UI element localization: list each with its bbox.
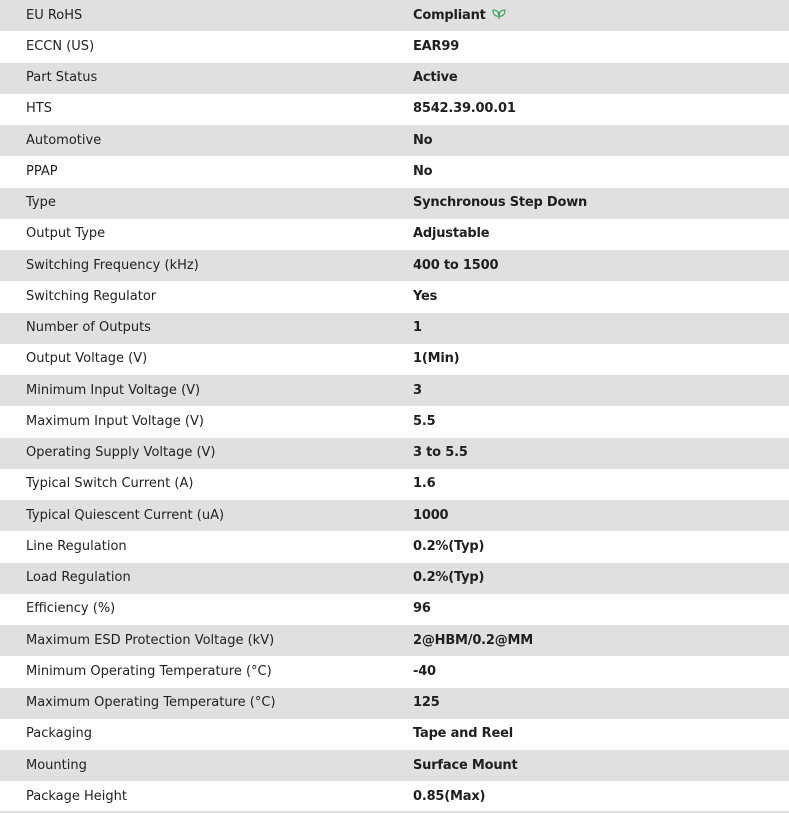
spec-value: 2@HBM/0.2@MM <box>413 632 534 648</box>
spec-value: No <box>413 163 433 179</box>
spec-row-part-status <box>0 63 789 94</box>
spec-label: Maximum Input Voltage (V) <box>26 413 204 429</box>
spec-row-min-operating-temp <box>0 656 789 687</box>
spec-row-load-regulation <box>0 563 789 594</box>
spec-row-output-voltage <box>0 344 789 375</box>
spec-label: Switching Regulator <box>26 288 157 304</box>
spec-label: Typical Switch Current (A) <box>26 476 194 492</box>
spec-label: Mounting <box>26 757 87 773</box>
spec-value: Active <box>413 70 458 86</box>
spec-value: Surface Mount <box>413 757 518 773</box>
spec-value: 1 <box>413 320 422 336</box>
spec-row-quiescent-current <box>0 500 789 531</box>
spec-row-automotive <box>0 125 789 156</box>
spec-row-switch-current <box>0 469 789 500</box>
spec-value: 96 <box>413 601 431 617</box>
spec-row-eccn <box>0 31 789 62</box>
spec-label: Output Voltage (V) <box>26 351 148 367</box>
spec-label: EU RoHS <box>26 7 83 23</box>
spec-label: Minimum Operating Temperature (°C) <box>26 663 272 679</box>
spec-row-type <box>0 188 789 219</box>
spec-value: 125 <box>413 695 440 711</box>
spec-row-max-input-voltage <box>0 406 789 437</box>
spec-label: Maximum ESD Protection Voltage (kV) <box>26 632 275 648</box>
spec-value: 0.2%(Typ) <box>413 570 485 586</box>
spec-value: -40 <box>413 663 436 679</box>
spec-value: 3 to 5.5 <box>413 445 468 461</box>
spec-label: HTS <box>26 101 52 117</box>
spec-row-number-of-outputs <box>0 313 789 344</box>
spec-label: Typical Quiescent Current (uA) <box>26 507 225 523</box>
spec-label: Minimum Input Voltage (V) <box>26 382 201 398</box>
spec-row-output-type <box>0 219 789 250</box>
spec-value: 0.85(Max) <box>413 788 486 804</box>
spec-label: Output Type <box>26 226 106 242</box>
spec-value-text: Compliant <box>413 7 486 23</box>
spec-label: Line Regulation <box>26 538 127 554</box>
spec-row-operating-supply-voltage <box>0 438 789 469</box>
leaf-icon <box>492 8 506 20</box>
spec-row-efficiency <box>0 594 789 625</box>
spec-value: 1.6 <box>413 476 436 492</box>
spec-row-max-operating-temp <box>0 688 789 719</box>
spec-row-switching-frequency <box>0 250 789 281</box>
spec-row-packaging <box>0 719 789 750</box>
spec-row-package-height <box>0 781 789 812</box>
spec-value <box>387 0 789 31</box>
spec-value: 8542.39.00.01 <box>413 101 516 117</box>
spec-value: Adjustable <box>413 226 490 242</box>
spec-value: Synchronous Step Down <box>413 195 588 211</box>
spec-row-hts <box>0 94 789 125</box>
spec-label: ECCN (US) <box>26 38 95 54</box>
spec-label: Part Status <box>26 70 98 86</box>
spec-label: Operating Supply Voltage (V) <box>26 445 216 461</box>
spec-label: Packaging <box>26 726 92 742</box>
spec-label: Number of Outputs <box>26 320 151 336</box>
spec-value: EAR99 <box>413 38 460 54</box>
spec-row-line-regulation <box>0 531 789 562</box>
spec-row-esd-protection <box>0 625 789 656</box>
spec-value: Yes <box>413 288 438 304</box>
spec-label: Maximum Operating Temperature (°C) <box>26 695 276 711</box>
spec-value: 0.2%(Typ) <box>413 538 485 554</box>
spec-label: Package Height <box>26 788 127 804</box>
spec-value: 400 to 1500 <box>413 257 499 273</box>
spec-label: PPAP <box>26 163 58 179</box>
spec-label: Efficiency (%) <box>26 601 116 617</box>
spec-value: Tape and Reel <box>413 726 513 742</box>
spec-label: Switching Frequency (kHz) <box>26 257 199 273</box>
spec-row-switching-regulator <box>0 281 789 312</box>
spec-value: 1000 <box>413 507 449 523</box>
spec-value: 5.5 <box>413 413 436 429</box>
spec-label: Type <box>26 195 56 211</box>
spec-value: No <box>413 132 433 148</box>
spec-value: 3 <box>413 382 422 398</box>
spec-row-ppap <box>0 156 789 187</box>
spec-value: 1(Min) <box>413 351 460 367</box>
spec-label: Automotive <box>26 132 102 148</box>
spec-label: Load Regulation <box>26 570 131 586</box>
spec-row-eu-rohs <box>0 0 789 31</box>
spec-row-min-input-voltage <box>0 375 789 406</box>
spec-row-mounting <box>0 750 789 781</box>
